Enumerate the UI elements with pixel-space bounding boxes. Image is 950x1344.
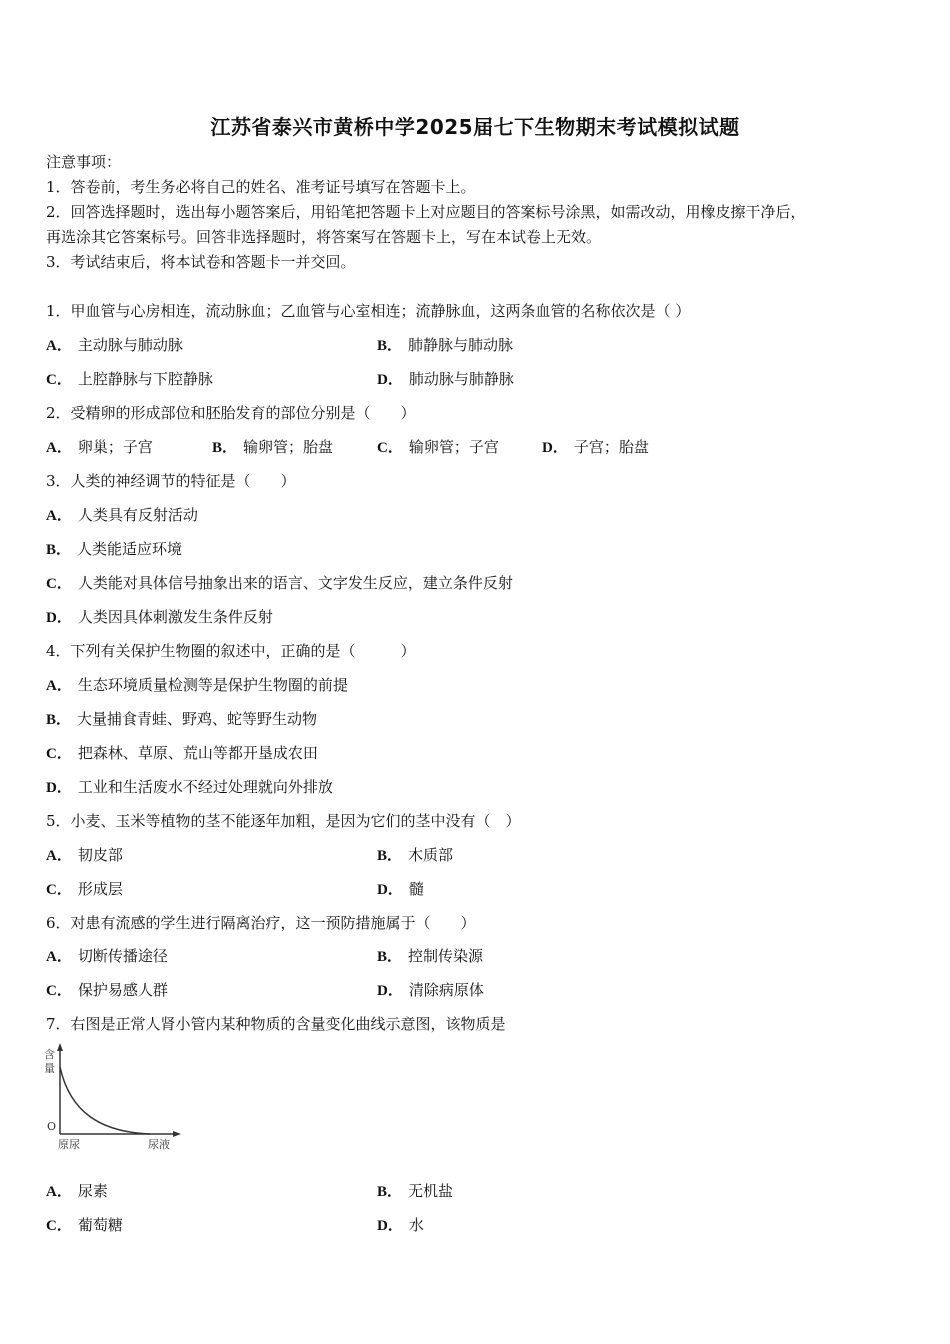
q5-option-a[interactable]: A． 韧皮部 bbox=[46, 846, 123, 864]
question-4-stem: 4．下列有关保护生物圈的叙述中，正确的是（ ） bbox=[46, 642, 416, 660]
q3-option-d[interactable]: D． 人类因具体刺激发生条件反射 bbox=[46, 608, 273, 626]
q5-option-c[interactable]: C． 形成层 bbox=[46, 880, 123, 898]
notes-heading: 注意事项： bbox=[46, 153, 122, 171]
question-1-stem: 1．甲血管与心房相连，流动脉血；乙血管与心室相连；流静脉血，这两条血管的名称依次是（ ） bbox=[46, 302, 691, 320]
q7-option-d[interactable]: D． 水 bbox=[377, 1216, 424, 1234]
question-7-stem: 7．右图是正常人肾小管内某种物质的含量变化曲线示意图，该物质是 bbox=[46, 1015, 506, 1033]
q3-option-c[interactable]: C． 人类能对具体信号抽象出来的语言、文字发生反应，建立条件反射 bbox=[46, 574, 513, 592]
note-3: 3．考试结束后，将本试卷和答题卡一并交回。 bbox=[46, 253, 356, 271]
x-axis-arrow bbox=[173, 1131, 181, 1137]
page-title: 江苏省泰兴市黄桥中学2025届七下生物期末考试模拟试题 bbox=[210, 115, 740, 139]
q5-option-b[interactable]: B． 木质部 bbox=[377, 846, 454, 864]
question-6-stem: 6．对患有流感的学生进行隔离治疗，这一预防措施属于（ ） bbox=[46, 914, 476, 932]
q2-option-b[interactable]: B． 输卵管；胎盘 bbox=[212, 438, 334, 456]
q1-option-b[interactable]: B． 肺静脉与肺动脉 bbox=[377, 336, 514, 354]
q6-option-a[interactable]: A． 切断传播途径 bbox=[46, 947, 168, 965]
question-3-stem: 3．人类的神经调节的特征是（ ） bbox=[46, 472, 296, 490]
note-2b: 再选涂其它答案标号。回答非选择题时，将答案写在答题卡上，写在本试卷上无效。 bbox=[46, 228, 602, 246]
q7-option-b[interactable]: B． 无机盐 bbox=[377, 1182, 454, 1200]
note-1: 1．答卷前，考生务必将自己的姓名、准考证号填写在答题卡上。 bbox=[46, 178, 476, 196]
q2-option-a[interactable]: A． 卵巢；子宫 bbox=[46, 438, 153, 456]
x-end-label: 尿液 bbox=[148, 1138, 170, 1151]
question-2-stem: 2．受精卵的形成部位和胚胎发育的部位分别是（ ） bbox=[46, 404, 416, 422]
q1-option-a[interactable]: A． 主动脉与肺动脉 bbox=[46, 336, 183, 354]
concentration-curve-graph bbox=[40, 1042, 185, 1154]
origin-label: O bbox=[47, 1120, 57, 1133]
x-start-label: 原尿 bbox=[58, 1138, 80, 1151]
q4-option-b[interactable]: B． 大量捕食青蛙、野鸡、蛇等野生动物 bbox=[46, 710, 318, 728]
y-axis-label-top: 含 bbox=[44, 1048, 55, 1061]
q6-option-b[interactable]: B． 控制传染源 bbox=[377, 947, 484, 965]
y-axis-arrow bbox=[57, 1043, 63, 1051]
q4-option-c[interactable]: C． 把森林、草原、荒山等都开垦成农田 bbox=[46, 744, 318, 762]
q2-option-c[interactable]: C． 输卵管；子宫 bbox=[377, 438, 499, 456]
q5-option-d[interactable]: D． 髓 bbox=[377, 880, 424, 898]
y-axis-label-bottom: 量 bbox=[44, 1062, 55, 1075]
q4-option-a[interactable]: A． 生态环境质量检测等是保护生物圈的前提 bbox=[46, 676, 348, 694]
q1-option-c[interactable]: C． 上腔静脉与下腔静脉 bbox=[46, 370, 213, 388]
note-2a: 2．回答选择题时，选出每小题答案后，用铅笔把答题卡上对应题目的答案标号涂黑，如需改动，用橡皮擦干净后， bbox=[46, 203, 806, 221]
q6-option-d[interactable]: D． 清除病原体 bbox=[377, 981, 484, 999]
q7-option-a[interactable]: A． 尿素 bbox=[46, 1182, 108, 1200]
question-5-stem: 5．小麦、玉米等植物的茎不能逐年加粗，是因为它们的茎中没有（ ） bbox=[46, 812, 521, 830]
q4-option-d[interactable]: D． 工业和生活废水不经过处理就向外排放 bbox=[46, 778, 333, 796]
q1-option-d[interactable]: D． 肺动脉与肺静脉 bbox=[377, 370, 514, 388]
q3-option-a[interactable]: A． 人类具有反射活动 bbox=[46, 506, 198, 524]
q7-option-c[interactable]: C． 葡萄糖 bbox=[46, 1216, 123, 1234]
curve-line bbox=[60, 1067, 150, 1134]
q3-option-b[interactable]: B． 人类能适应环境 bbox=[46, 540, 183, 558]
q2-option-d[interactable]: D． 子宫；胎盘 bbox=[542, 438, 649, 456]
q6-option-c[interactable]: C． 保护易感人群 bbox=[46, 981, 168, 999]
